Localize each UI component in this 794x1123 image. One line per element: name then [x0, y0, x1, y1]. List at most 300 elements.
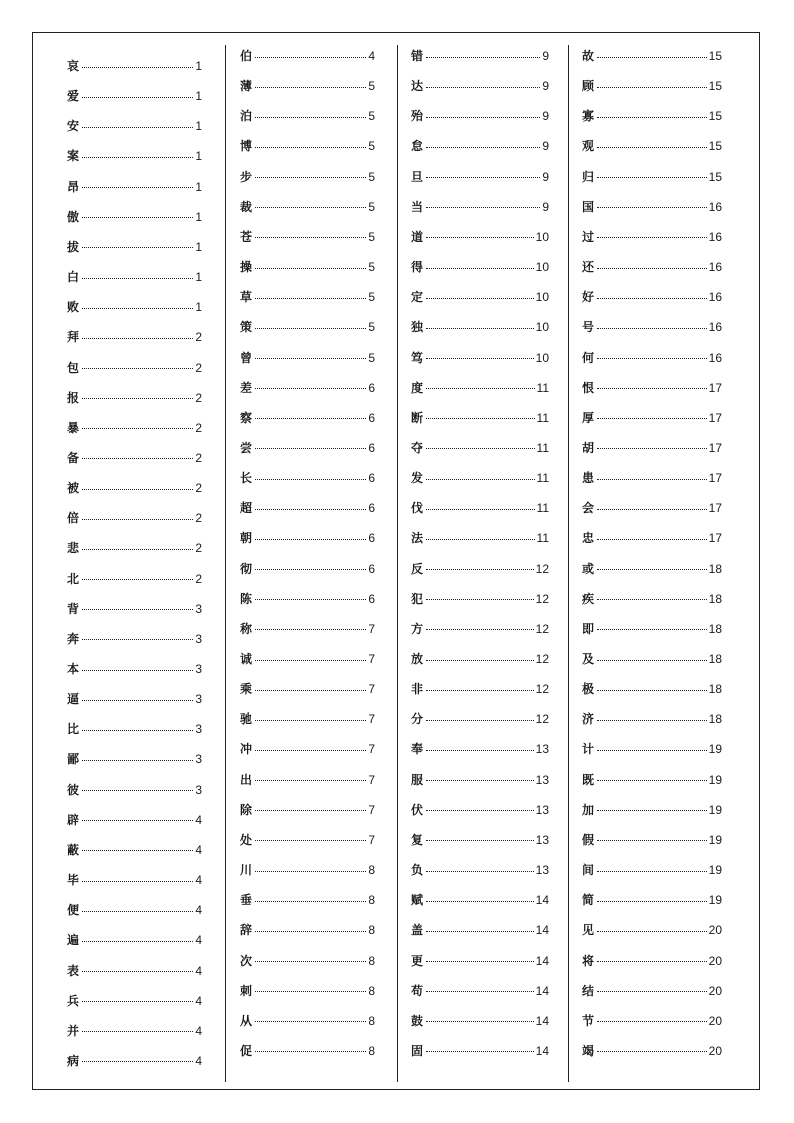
index-entry	[411, 1012, 549, 1030]
dot-leader	[426, 479, 535, 480]
entry-page-number: 6	[368, 380, 375, 395]
index-entry	[582, 137, 722, 155]
index-entry	[240, 379, 375, 397]
index-entry	[240, 499, 375, 517]
index-entry	[67, 600, 202, 618]
index-entry	[411, 710, 549, 728]
dot-leader	[255, 750, 366, 751]
entry-page-number: 16	[708, 290, 722, 305]
dot-leader	[597, 810, 707, 811]
index-entry	[240, 47, 375, 65]
index-entry	[240, 529, 375, 547]
dot-leader	[82, 97, 193, 98]
entry-character: 并	[67, 1023, 80, 1038]
entry-character: 出	[240, 772, 253, 787]
dot-leader	[255, 991, 366, 992]
entry-character: 归	[582, 169, 595, 184]
index-entry	[67, 901, 202, 919]
entry-page-number: 3	[195, 692, 202, 707]
dot-leader	[82, 278, 193, 279]
entry-character: 观	[582, 139, 595, 154]
entry-character: 怠	[411, 139, 424, 154]
dot-leader	[82, 579, 193, 580]
index-entry	[582, 740, 722, 758]
dot-leader	[426, 810, 534, 811]
dot-leader	[82, 187, 193, 188]
entry-character: 胡	[582, 440, 595, 455]
index-entry	[240, 168, 375, 186]
dot-leader	[426, 720, 534, 721]
dot-leader	[426, 418, 535, 419]
dot-leader	[82, 911, 193, 912]
index-entry	[582, 409, 722, 427]
dot-leader	[426, 599, 534, 600]
entry-character: 步	[240, 169, 253, 184]
entry-page-number: 9	[542, 139, 549, 154]
entry-character: 次	[240, 953, 253, 968]
dot-leader	[255, 901, 366, 902]
entry-character: 或	[582, 561, 595, 576]
entry-page-number: 2	[195, 450, 202, 465]
entry-character: 爱	[67, 89, 80, 104]
dot-leader	[597, 780, 707, 781]
entry-page-number: 8	[368, 983, 375, 998]
dot-leader	[255, 961, 366, 962]
dot-leader	[255, 931, 366, 932]
entry-page-number: 5	[368, 350, 375, 365]
entry-page-number: 5	[368, 320, 375, 335]
entry-character: 计	[582, 742, 595, 757]
dot-leader	[255, 720, 366, 721]
entry-character: 哀	[67, 59, 80, 73]
dot-leader	[255, 237, 366, 238]
entry-character: 伐	[411, 501, 424, 516]
entry-page-number: 11	[536, 440, 549, 455]
dot-leader	[255, 207, 366, 208]
entry-page-number: 3	[195, 752, 202, 767]
dot-leader	[426, 177, 540, 178]
dot-leader	[82, 609, 193, 610]
entry-character: 结	[582, 983, 595, 998]
dot-leader	[255, 840, 366, 841]
index-entry	[67, 298, 202, 316]
entry-character: 伏	[411, 802, 424, 817]
entry-page-number: 4	[195, 1053, 202, 1068]
dot-leader	[426, 57, 540, 58]
dot-leader	[82, 368, 193, 369]
dot-leader	[426, 268, 534, 269]
index-entry	[67, 811, 202, 829]
entry-character: 疾	[582, 591, 595, 606]
index-entry	[582, 1042, 722, 1060]
dot-leader	[597, 750, 707, 751]
index-entry	[240, 952, 375, 970]
entry-page-number: 11	[536, 471, 549, 486]
dot-leader	[597, 931, 707, 932]
index-entry	[582, 198, 722, 216]
entry-page-number: 7	[368, 712, 375, 727]
entry-character: 假	[582, 832, 595, 847]
entry-character: 服	[411, 772, 424, 787]
index-entry	[582, 1012, 722, 1030]
index-entry	[240, 590, 375, 608]
index-entry	[240, 650, 375, 668]
entry-character: 故	[582, 49, 595, 63]
entry-character: 过	[582, 229, 595, 244]
dot-leader	[426, 871, 534, 872]
entry-character: 报	[67, 390, 80, 405]
index-entry	[240, 560, 375, 578]
entry-character: 即	[582, 621, 595, 636]
entry-character: 乘	[240, 682, 253, 697]
entry-page-number: 2	[195, 360, 202, 375]
entry-character: 当	[411, 199, 424, 214]
index-entry	[240, 710, 375, 728]
entry-page-number: 17	[708, 501, 722, 516]
entry-character: 道	[411, 229, 424, 244]
entry-page-number: 15	[708, 79, 722, 94]
dot-leader	[597, 479, 707, 480]
entry-page-number: 18	[708, 621, 722, 636]
entry-character: 简	[582, 893, 595, 908]
entry-character: 表	[67, 963, 80, 978]
entry-page-number: 2	[195, 330, 202, 345]
dot-leader	[82, 971, 193, 972]
dot-leader	[426, 780, 534, 781]
entry-page-number: 1	[195, 149, 202, 164]
dot-leader	[597, 720, 707, 721]
dot-leader	[426, 328, 534, 329]
index-entry	[582, 77, 722, 95]
index-entry	[411, 168, 549, 186]
index-entry	[67, 1052, 202, 1070]
entry-character: 定	[411, 290, 424, 305]
entry-page-number: 4	[195, 1023, 202, 1038]
entry-page-number: 7	[368, 652, 375, 666]
entry-character: 驰	[240, 712, 253, 727]
dot-leader	[82, 760, 193, 761]
entry-page-number: 10	[535, 229, 549, 244]
index-entry	[582, 771, 722, 789]
index-entry	[582, 831, 722, 849]
entry-character: 节	[582, 1013, 595, 1028]
entry-character: 苟	[411, 983, 424, 998]
entry-page-number: 4	[195, 963, 202, 978]
entry-character: 犯	[411, 591, 424, 606]
dot-leader	[597, 961, 707, 962]
entry-character: 悲	[67, 541, 80, 556]
index-entry	[240, 469, 375, 487]
entry-character: 比	[67, 722, 80, 737]
entry-character: 发	[411, 471, 424, 486]
entry-page-number: 17	[708, 380, 722, 395]
entry-page-number: 16	[708, 229, 722, 244]
index-entry	[240, 620, 375, 638]
entry-page-number: 5	[368, 79, 375, 94]
entry-page-number: 12	[535, 621, 549, 636]
entry-page-number: 17	[708, 410, 722, 425]
entry-page-number: 7	[368, 742, 375, 757]
entry-character: 号	[582, 320, 595, 335]
dot-leader	[255, 569, 366, 570]
dot-leader	[597, 388, 707, 389]
entry-page-number: 1	[195, 239, 202, 254]
dot-leader	[426, 237, 534, 238]
dot-leader	[255, 780, 366, 781]
entry-character: 傲	[67, 209, 80, 224]
entry-character: 超	[240, 501, 253, 516]
entry-page-number: 2	[195, 390, 202, 405]
entry-character: 拔	[67, 239, 80, 254]
index-entry	[67, 962, 202, 980]
entry-character: 差	[240, 380, 253, 395]
entry-page-number: 7	[368, 621, 375, 636]
index-entry	[240, 77, 375, 95]
dot-leader	[597, 87, 707, 88]
entry-character: 法	[411, 531, 424, 546]
entry-character: 忠	[582, 531, 595, 546]
dot-leader	[255, 509, 366, 510]
entry-character: 寡	[582, 109, 595, 124]
dot-leader	[255, 629, 366, 630]
index-entry	[67, 992, 202, 1010]
entry-character: 被	[67, 481, 80, 496]
entry-page-number: 16	[708, 350, 722, 365]
entry-character: 蔽	[67, 842, 80, 857]
dot-leader	[255, 268, 366, 269]
entry-page-number: 9	[542, 199, 549, 214]
entry-page-number: 6	[368, 591, 375, 606]
dot-leader	[255, 1021, 366, 1022]
entry-page-number: 16	[708, 320, 722, 335]
index-entry	[582, 469, 722, 487]
index-entry	[67, 147, 202, 165]
entry-character: 鼓	[411, 1013, 424, 1028]
dot-leader	[82, 308, 193, 309]
dot-leader	[597, 418, 707, 419]
entry-page-number: 4	[195, 873, 202, 888]
entry-page-number: 19	[708, 802, 722, 817]
entry-character: 还	[582, 260, 595, 275]
dot-leader	[426, 569, 534, 570]
entry-character: 伯	[240, 49, 253, 63]
index-entry	[240, 831, 375, 849]
entry-page-number: 3	[195, 782, 202, 797]
dot-leader	[82, 941, 193, 942]
entry-character: 达	[411, 79, 424, 94]
entry-character: 更	[411, 953, 424, 968]
dot-leader	[597, 268, 707, 269]
entry-character: 长	[240, 471, 253, 486]
index-entry	[67, 178, 202, 196]
entry-page-number: 2	[195, 541, 202, 556]
index-entry	[411, 469, 549, 487]
index-entry	[411, 288, 549, 306]
entry-character: 兵	[67, 993, 80, 1008]
entry-page-number: 5	[368, 109, 375, 124]
dot-leader	[426, 87, 540, 88]
entry-page-number: 14	[535, 953, 549, 968]
index-entry	[411, 740, 549, 758]
index-entry	[411, 258, 549, 276]
entry-character: 彼	[67, 782, 80, 797]
entry-character: 会	[582, 501, 595, 516]
entry-character: 厚	[582, 410, 595, 425]
entry-character: 博	[240, 139, 253, 154]
dot-leader	[82, 850, 193, 851]
entry-page-number: 11	[536, 410, 549, 425]
index-entry	[67, 238, 202, 256]
index-entry	[240, 982, 375, 1000]
dot-leader	[426, 961, 534, 962]
dot-leader	[597, 207, 707, 208]
entry-page-number: 15	[708, 169, 722, 184]
index-entry	[411, 439, 549, 457]
dot-leader	[255, 418, 366, 419]
index-entry	[67, 660, 202, 678]
entry-page-number: 18	[708, 712, 722, 727]
dot-leader	[426, 388, 535, 389]
entry-page-number: 9	[542, 79, 549, 94]
entry-page-number: 6	[368, 561, 375, 576]
entry-character: 国	[582, 199, 595, 214]
dot-leader	[597, 358, 707, 359]
dot-leader	[82, 247, 193, 248]
entry-page-number: 14	[535, 983, 549, 998]
entry-page-number: 10	[535, 260, 549, 275]
entry-character: 及	[582, 652, 595, 666]
entry-character: 包	[67, 360, 80, 375]
entry-page-number: 7	[368, 772, 375, 787]
dot-leader	[426, 539, 535, 540]
entry-page-number: 8	[368, 923, 375, 938]
index-entry	[240, 137, 375, 155]
index-entry	[240, 921, 375, 939]
dot-leader	[597, 901, 707, 902]
entry-character: 称	[240, 621, 253, 636]
index-entry	[240, 439, 375, 457]
entry-character: 白	[67, 270, 80, 285]
entry-page-number: 1	[195, 119, 202, 134]
dot-leader	[426, 629, 534, 630]
entry-character: 辞	[240, 923, 253, 938]
dot-leader	[426, 358, 534, 359]
index-entry	[411, 801, 549, 819]
dot-leader	[255, 871, 366, 872]
column-divider	[397, 45, 398, 1082]
index-entry	[582, 47, 722, 65]
entry-character: 策	[240, 320, 253, 335]
index-entry	[67, 931, 202, 949]
entry-character: 从	[240, 1013, 253, 1028]
entry-character: 冲	[240, 742, 253, 757]
dot-leader	[82, 790, 193, 791]
index-entry	[582, 620, 722, 638]
index-entry	[582, 982, 722, 1000]
entry-character: 安	[67, 119, 80, 134]
index-entry	[67, 389, 202, 407]
entry-page-number: 11	[536, 501, 549, 516]
dot-leader	[82, 428, 193, 429]
index-entry	[240, 680, 375, 698]
entry-character: 垂	[240, 893, 253, 908]
dot-leader	[597, 298, 707, 299]
index-entry	[582, 921, 722, 939]
entry-page-number: 14	[535, 893, 549, 908]
entry-page-number: 1	[195, 89, 202, 104]
entry-page-number: 2	[195, 420, 202, 435]
dot-leader	[597, 599, 707, 600]
entry-page-number: 13	[535, 802, 549, 817]
entry-character: 败	[67, 300, 80, 315]
entry-character: 非	[411, 682, 424, 697]
index-entry	[67, 419, 202, 437]
entry-page-number: 13	[535, 742, 549, 757]
dot-leader	[255, 147, 366, 148]
index-entry	[67, 509, 202, 527]
dot-leader	[426, 991, 534, 992]
index-entry	[582, 168, 722, 186]
entry-page-number: 12	[535, 652, 549, 666]
index-entry	[411, 891, 549, 909]
index-entry	[411, 228, 549, 246]
entry-character: 旦	[411, 169, 424, 184]
index-entry	[67, 841, 202, 859]
index-entry	[411, 861, 549, 879]
entry-character: 草	[240, 290, 253, 305]
entry-character: 遍	[67, 933, 80, 948]
index-entry	[240, 801, 375, 819]
entry-page-number: 5	[368, 290, 375, 305]
entry-character: 曾	[240, 350, 253, 365]
index-entry	[582, 650, 722, 668]
index-entry	[411, 198, 549, 216]
entry-page-number: 2	[195, 511, 202, 526]
entry-page-number: 8	[368, 1043, 375, 1058]
dot-leader	[426, 690, 534, 691]
entry-page-number: 19	[708, 832, 722, 847]
index-entry	[411, 379, 549, 397]
entry-page-number: 20	[708, 1013, 722, 1028]
index-entry	[67, 690, 202, 708]
entry-page-number: 18	[708, 591, 722, 606]
entry-page-number: 15	[708, 109, 722, 124]
entry-character: 昂	[67, 179, 80, 194]
dot-leader	[82, 338, 193, 339]
index-entry	[67, 328, 202, 346]
entry-page-number: 20	[708, 983, 722, 998]
dot-leader	[255, 328, 366, 329]
index-entry	[240, 107, 375, 125]
index-entry	[411, 590, 549, 608]
entry-character: 好	[582, 290, 595, 305]
dot-leader	[426, 931, 534, 932]
index-entry	[411, 1042, 549, 1060]
index-entry	[411, 107, 549, 125]
index-entry	[240, 740, 375, 758]
entry-character: 得	[411, 260, 424, 275]
entry-character: 便	[67, 903, 80, 918]
index-entry	[67, 539, 202, 557]
entry-page-number: 20	[708, 1043, 722, 1058]
index-entry	[67, 720, 202, 738]
entry-page-number: 20	[708, 923, 722, 938]
entry-page-number: 10	[535, 320, 549, 335]
entry-character: 北	[67, 571, 80, 586]
entry-page-number: 5	[368, 260, 375, 275]
entry-page-number: 3	[195, 662, 202, 676]
entry-page-number: 15	[708, 139, 722, 154]
